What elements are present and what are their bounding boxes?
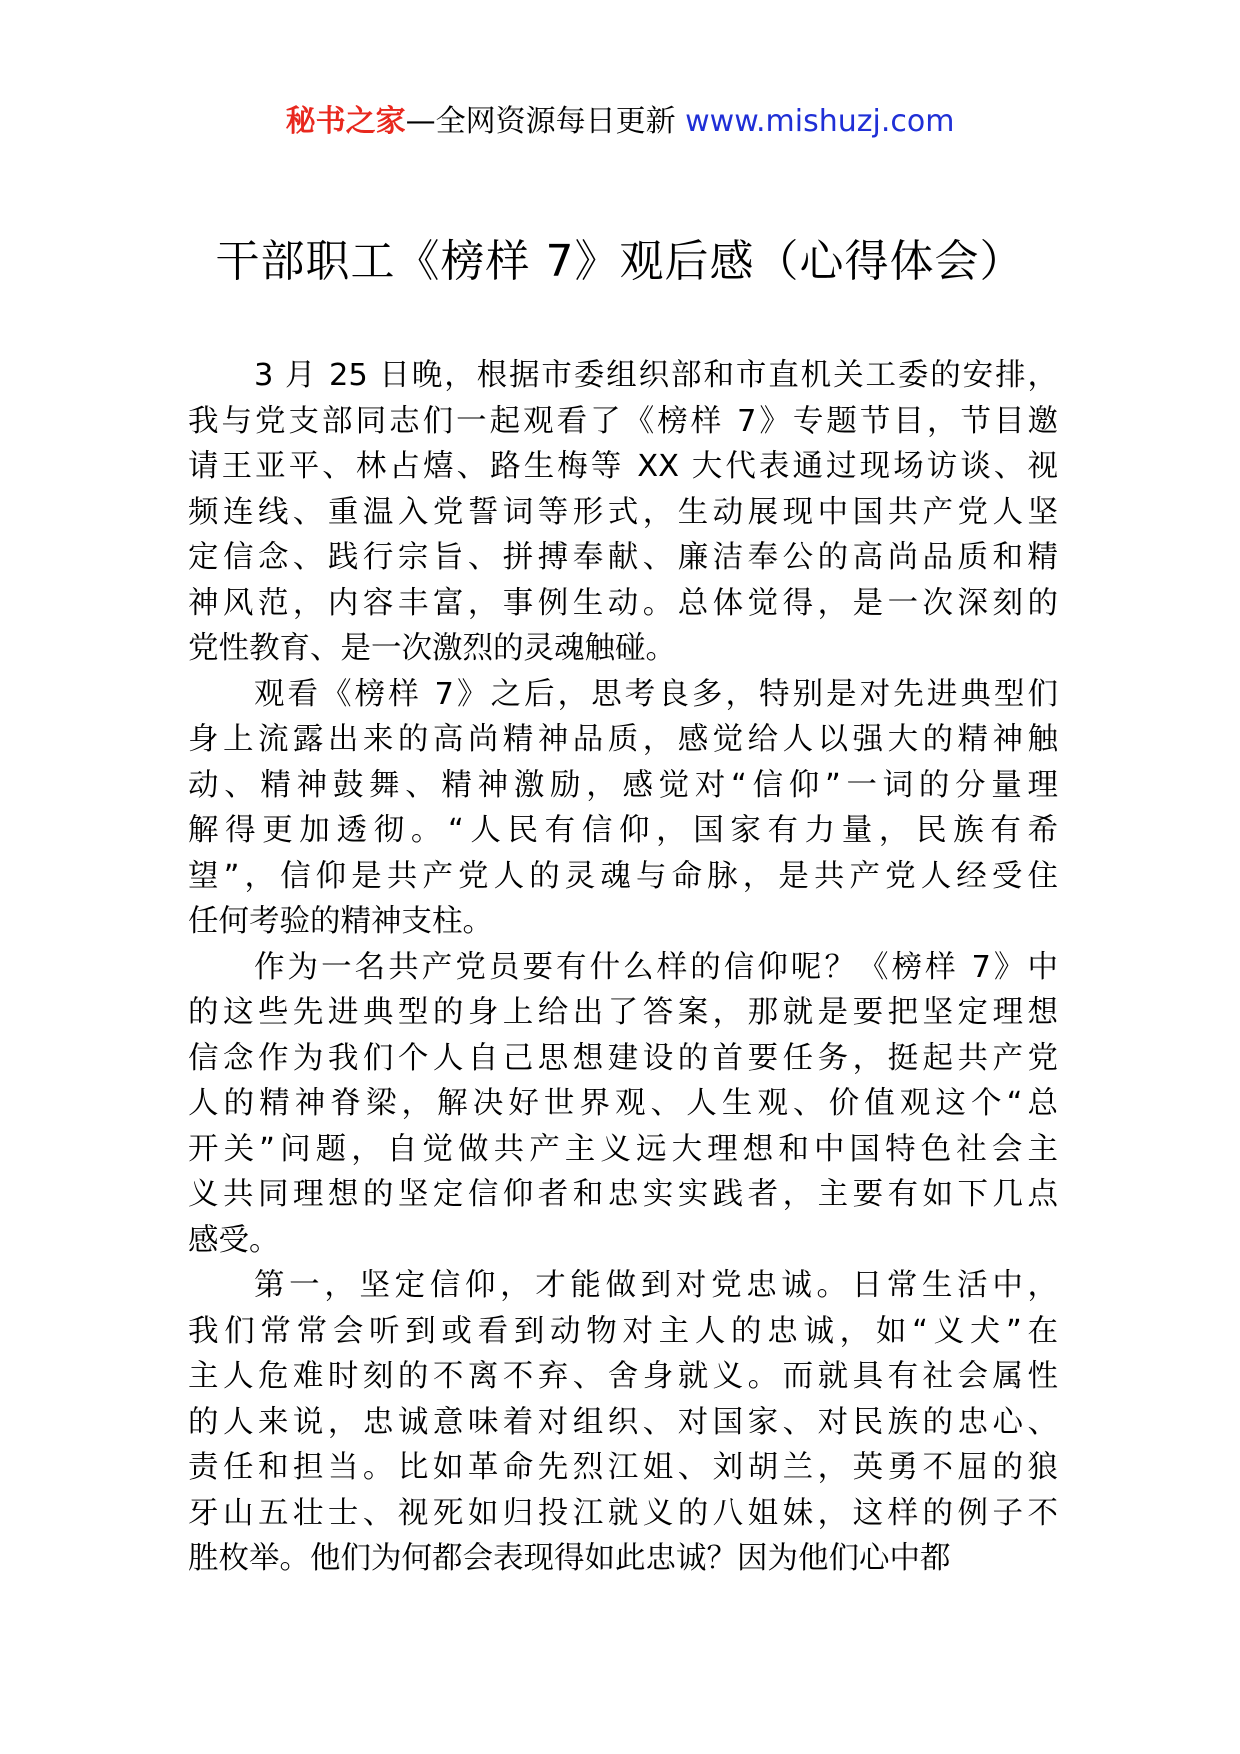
text-line: 人的精神脊梁，解决好世界观、人生观、价值观这个“总	[188, 1086, 1058, 1121]
text-line: 的这些先进典型的身上给出了答案，那就是要把坚定理想	[188, 995, 1058, 1030]
text-line: 义共同理想的坚定信仰者和忠实实践者，主要有如下几点	[188, 1177, 1058, 1212]
text-line: 信念作为我们个人自己思想建设的首要任务，挺起共产党	[188, 1040, 1058, 1076]
text-line: 请王亚平、林占熺、路生梅等 XX 大代表通过现场访谈、视	[188, 449, 1058, 484]
brand-name: 秘书之家	[285, 104, 406, 139]
text-line: 望”，信仰是共产党人的灵魂与命脉，是共产党人经受住	[188, 858, 1058, 894]
text-line: 感受。	[188, 1222, 280, 1258]
text-line: 观看《榜样 7》之后，思考良多，特别是对先进典型们	[254, 676, 1058, 712]
text-line: 胜枚举。他们为何都会表现得如此忠诚？因为他们心中都	[188, 1541, 951, 1576]
text-line: 的人来说，忠诚意味着对组织、对国家、对民族的忠心、	[188, 1404, 1058, 1440]
site-url-link[interactable]: www.mishuzj.com	[685, 104, 955, 139]
text-line: 3 月 25 日晚，根据市委组织部和市直机关工委的安排，	[254, 358, 1058, 393]
text-line: 动、精神鼓舞、精神激励，感觉对“信仰”一词的分量理	[188, 767, 1058, 803]
text-line: 定信念、践行宗旨、拼搏奉献、廉洁奉公的高尚品质和精	[188, 540, 1058, 575]
text-line: 我与党支部同志们一起观看了《榜样 7》专题节目，节目邀	[188, 403, 1058, 439]
text-line: 我们常常会听到或看到动物对主人的忠诚，如“义犬”在	[188, 1313, 1058, 1349]
text-line: 党性教育、是一次激烈的灵魂触碰。	[188, 631, 676, 666]
text-line: 神风范，内容丰富，事例生动。总体觉得，是一次深刻的	[188, 585, 1058, 621]
text-line: 第一，坚定信仰，才能做到对党忠诚。日常生活中，	[254, 1268, 1058, 1303]
document-body	[188, 353, 1058, 1582]
text-line: 解得更加透彻。“人民有信仰，国家有力量，民族有希	[188, 813, 1058, 848]
paragraph	[188, 1263, 1058, 1582]
text-line: 身上流露出来的高尚精神品质，感觉给人以强大的精神触	[188, 722, 1058, 757]
paragraph	[188, 672, 1058, 945]
paragraph	[188, 945, 1058, 1264]
text-line: 任何考验的精神支柱。	[188, 904, 493, 939]
text-line: 主人危难时刻的不离不弃、舍身就义。而就具有社会属性	[188, 1359, 1058, 1394]
text-line: 频连线、重温入党誓词等形式，生动展现中国共产党人坚	[188, 494, 1058, 530]
text-line: 责任和担当。比如革命先烈江姐、刘胡兰，英勇不屈的狼	[188, 1450, 1058, 1485]
site-header	[0, 100, 1240, 144]
header-slogan: —全网资源每日更新	[405, 104, 676, 139]
text-line: 作为一名共产党员要有什么样的信仰呢？《榜样 7》中	[254, 949, 1058, 985]
text-line: 开关”问题，自觉做共产主义远大理想和中国特色社会主	[188, 1131, 1058, 1167]
paragraph	[188, 353, 1058, 672]
text-line: 牙山五壮士、视死如归投江就义的八姐妹，这样的例子不	[188, 1495, 1058, 1531]
document-title: 干部职工《榜样 7》观后感（心得体会）	[215, 236, 1025, 287]
